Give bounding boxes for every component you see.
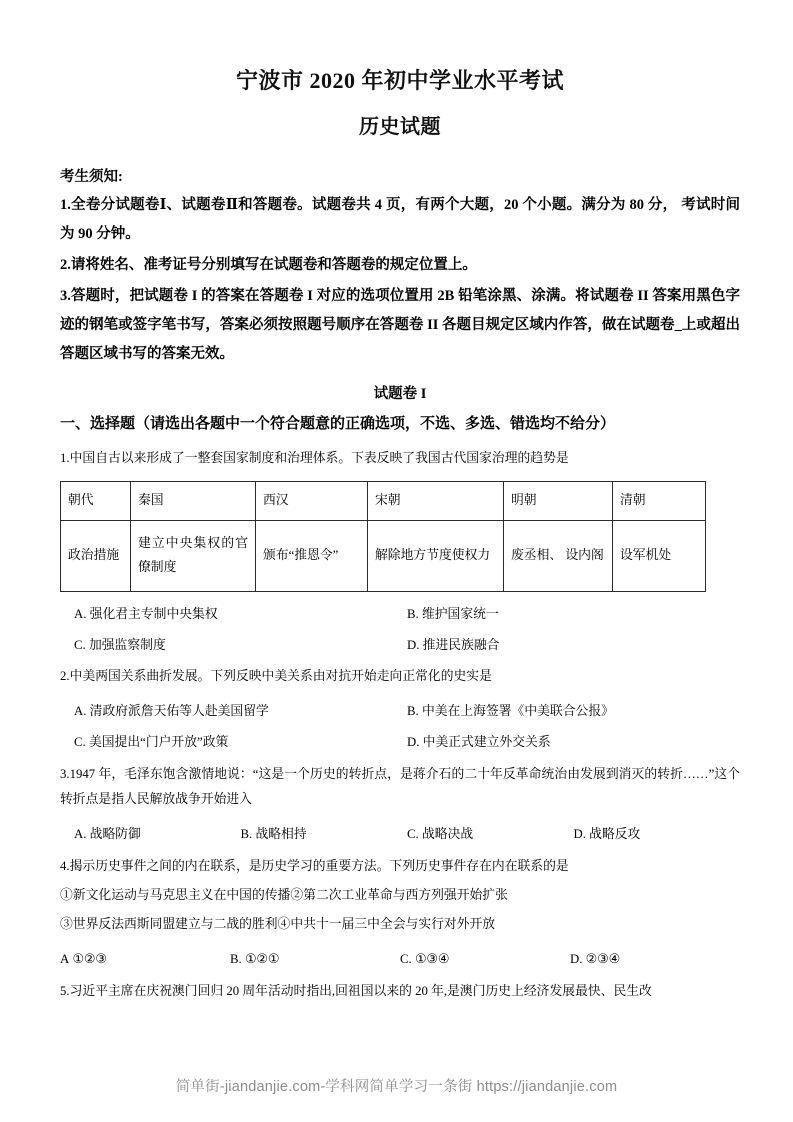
option-text: ②③④: [585, 952, 621, 967]
option-row: [74, 730, 740, 755]
option-text: ①③④: [414, 952, 450, 967]
table-cell-body-5: 设军机处: [613, 520, 706, 591]
table-cell-header-3: 宋朝: [368, 481, 504, 520]
option-letter: C.: [400, 952, 412, 967]
option-text: 战略防御: [89, 827, 141, 842]
dynasty-table-wrapper: [60, 481, 740, 592]
option-text: 中美正式建立外交关系: [422, 735, 551, 750]
table-cell-body-3: 解除地方节度使权力: [368, 520, 504, 591]
option-text: 战略反攻: [589, 827, 641, 842]
notice-item-3: 3.答题时，把试题卷 I 的答案在答题卷 I 对应的选项位置用 2B 铅笔涂黑、涂满。将试题卷 II 答案用黑色字迹的钢笔或签字笔书写，答案必须按照题号顺序在答题卷 II 各题目规定区域内作答，做在试题卷_上或超出答题区域书写的答案无效。: [60, 287, 740, 362]
question-1-option-c[interactable]: [74, 633, 407, 658]
option-row: [74, 699, 740, 724]
option-letter: D.: [407, 637, 420, 652]
question-4-option-c[interactable]: [400, 947, 570, 972]
table-cell-body-0: 政治措施: [61, 520, 131, 591]
question-2-option-a[interactable]: [74, 699, 407, 724]
option-text: 强化君主专制中央集权: [89, 606, 218, 621]
question-2-option-d[interactable]: [407, 730, 740, 755]
question-3-option-d[interactable]: [574, 822, 741, 847]
question-3-option-b[interactable]: [241, 822, 408, 847]
option-row: [60, 947, 740, 972]
question-1-stem: 1.中国自古以来形成了一整套国家制度和治理体系。下表反映了我国古代国家治理的趋势是: [60, 450, 569, 465]
question-3-stem: 3.1947 年，毛泽东饱含激情地说：“这是一个历史的转折点，是蒋介石的二十年反革命统治由发展到消灭的转折……”这个转折点是指人民解放战争开始进入: [60, 767, 740, 807]
question-1-option-d[interactable]: [407, 633, 740, 658]
option-letter: B.: [240, 827, 253, 842]
option-text: 清政府派詹天佑等人赴美国留学: [89, 704, 269, 719]
question-3-option-c[interactable]: [407, 822, 574, 847]
question-2-option-b[interactable]: [407, 699, 740, 724]
option-text: 战略相持: [255, 827, 307, 842]
table-cell-header-1: 秦国: [131, 481, 256, 520]
notice-item-1: 1.全卷分试题卷Ⅰ、试题卷Ⅱ和答题卷。试题卷共 4 页，有两个大题，20 个小题。满分为 80 分， 考试时间为 90 分钟。: [60, 196, 740, 242]
question-4-option-b[interactable]: [230, 947, 400, 972]
question-4-option-a[interactable]: [60, 947, 230, 972]
question-2-options: [60, 699, 740, 755]
option-letter: B.: [407, 606, 419, 621]
question-3-option-a[interactable]: [74, 822, 241, 847]
option-letter: C.: [74, 735, 86, 750]
option-letter: C.: [407, 827, 419, 842]
question-1-option-a[interactable]: [74, 602, 407, 627]
option-text: 战略决战: [421, 827, 474, 842]
footer-watermark: 简单街-jiandanjie.com-学科网简单学习一条街 https://jiandanjie.com: [175, 1079, 618, 1095]
option-letter: A.: [74, 704, 87, 719]
option-letter: A.: [74, 827, 87, 842]
question-4-stem: 4.揭示历史事件之间的内在联系，是历史学习的重要方法。下列历史事件存在内在联系的是: [60, 859, 569, 874]
table-cell-body-4: 废丞相、 设内阁: [504, 520, 613, 591]
page-title: 宁波市 2020 年初中学业水平考试: [235, 68, 564, 93]
option-text: 中美在上海签署《中美联合公报》: [421, 704, 614, 719]
section-heading-multiple-choice: 一、选择题（请选出各题中一个符合题意的正确选项，不选、多选、错选均不给分）: [60, 416, 616, 433]
option-letter: D.: [570, 952, 583, 967]
option-letter: C.: [74, 637, 86, 652]
option-letter: A: [60, 952, 70, 967]
option-row: [74, 602, 740, 627]
option-text: 维护国家统一: [421, 606, 499, 621]
table-cell-body-1: 建立中央集权的官僚制度: [131, 520, 256, 591]
notice-item-2: 2.请将姓名、准考证号分别填写在试题卷和答题卷的规定位置上。: [60, 256, 477, 273]
option-text: ①②①: [244, 952, 280, 967]
paper-part-label: 试题卷 I: [373, 385, 427, 402]
option-letter: D.: [573, 827, 586, 842]
question-1-options: [60, 602, 740, 658]
question-4-stem-line-2: ①新文化运动与马克思主义在中国的传播②第二次工业革命与西方列强开始扩张: [60, 888, 508, 903]
dynasty-governance-table: [60, 481, 706, 592]
notice-heading: 考生须知:: [60, 168, 123, 185]
question-4-stem-line-3: ③世界反法西斯同盟建立与二战的胜利④中共十一届三中全会与实行对外开放: [60, 917, 496, 932]
table-cell-header-0: 朝代: [61, 481, 131, 520]
option-row: [74, 633, 740, 658]
option-letter: A.: [74, 606, 87, 621]
document-content: [60, 0, 740, 1004]
option-letter: D.: [407, 735, 420, 750]
option-row: [74, 822, 740, 847]
question-5-stem: 5.习近平主席在庆祝澳门回归 20 周年活动时指出,回祖国以来的 20 年,是澳门历史上经济发展最快、民生改: [60, 983, 652, 998]
question-4-options: [60, 947, 740, 972]
table-cell-header-2: 西汉: [256, 481, 368, 520]
option-letter: B.: [407, 704, 419, 719]
table-row: [61, 481, 706, 520]
table-cell-body-2: 颁布“推恩令”: [256, 520, 368, 591]
option-text: 加强监察制度: [88, 637, 166, 652]
question-1-option-b[interactable]: [407, 602, 740, 627]
question-2-stem: 2.中美两国关系曲折发展。下列反映中美关系由对抗开始走向正常化的史实是: [60, 669, 492, 684]
option-text: 美国提出“门户开放”政策: [88, 735, 229, 750]
option-letter: B.: [230, 952, 242, 967]
question-3-options: [60, 822, 740, 847]
option-text: 推进民族融合: [422, 637, 500, 652]
question-2-option-c[interactable]: [74, 730, 407, 755]
question-4-option-d[interactable]: [570, 947, 740, 972]
table-cell-header-5: 清朝: [613, 481, 706, 520]
table-cell-header-4: 明朝: [504, 481, 613, 520]
page-subtitle: 历史试题: [359, 115, 441, 138]
option-text: ①②③: [72, 952, 107, 967]
table-row: [61, 520, 706, 591]
